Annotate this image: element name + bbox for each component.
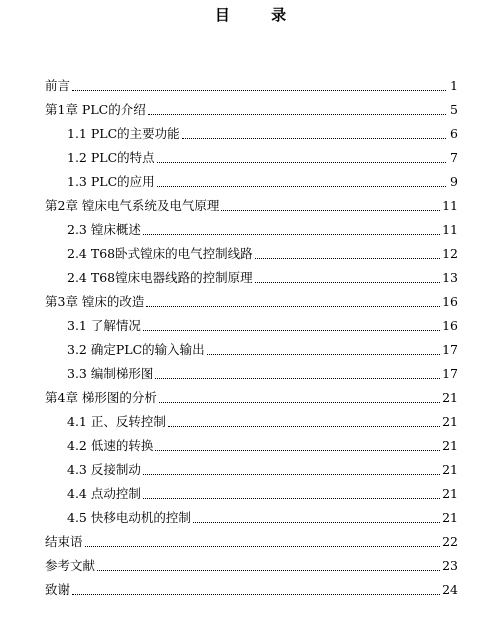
toc-entry-label: 前言 (45, 78, 71, 93)
toc-entry-label: 4.2 低速的转换 (67, 438, 154, 453)
toc-entry-label: 3.3 编制梯形图 (67, 366, 154, 381)
toc-entry-label: 第2章 镗床电气系统及电气原理 (45, 198, 220, 213)
toc-entry-label: 第1章 PLC的介绍 (45, 102, 146, 117)
toc-title: 目 录 (214, 6, 305, 24)
toc-leader-dots (155, 450, 440, 451)
toc-entry-label: 致谢 (45, 582, 71, 597)
toc-page-number: 6 (450, 126, 458, 141)
toc-page-number: 12 (442, 246, 458, 261)
toc-chapter-entry[interactable] (45, 290, 458, 310)
toc-page-number: 11 (442, 198, 458, 213)
toc-page-number: 21 (442, 414, 458, 429)
toc-page-number: 7 (450, 150, 458, 165)
toc-page-number: 21 (442, 486, 458, 501)
toc-leader-dots (159, 402, 440, 403)
toc-chapter-entry[interactable] (45, 578, 458, 598)
toc-subsection-entry[interactable] (67, 170, 458, 190)
toc-subsection-entry[interactable] (67, 314, 458, 334)
toc-entry-label: 3.2 确定PLC的输入输出 (67, 342, 205, 357)
toc-subsection-entry[interactable] (67, 482, 458, 502)
toc-leader-dots (72, 90, 446, 91)
toc-page-number: 21 (442, 390, 458, 405)
toc-leader-dots (97, 570, 440, 571)
toc-chapter-entry[interactable] (45, 554, 458, 574)
toc-subsection-entry[interactable] (67, 122, 458, 142)
toc-leader-dots (143, 330, 440, 331)
toc-leader-dots (207, 354, 440, 355)
toc-entry-label: 3.1 了解情况 (67, 318, 141, 333)
toc-leader-dots (157, 162, 446, 163)
toc-entry-label: 参考文献 (45, 558, 96, 573)
toc-page-number: 17 (442, 366, 458, 381)
toc-subsection-entry[interactable] (67, 362, 458, 382)
toc-entry-label: 1.1 PLC的主要功能 (67, 126, 180, 141)
toc-leader-dots (143, 498, 440, 499)
toc-subsection-entry[interactable] (67, 266, 458, 286)
toc-chapter-entry[interactable] (45, 74, 458, 94)
toc-entry-label: 2.3 镗床概述 (67, 222, 141, 237)
toc-leader-dots (193, 522, 440, 523)
toc-subsection-entry[interactable] (67, 458, 458, 478)
toc-entry-label: 4.3 反接制动 (67, 462, 141, 477)
toc-leader-dots (85, 546, 441, 547)
toc-subsection-entry[interactable] (67, 242, 458, 262)
toc-entry-label: 第4章 梯形图的分析 (45, 390, 157, 405)
toc-leader-dots (182, 138, 446, 139)
toc-leader-dots (157, 186, 446, 187)
toc-entry-label: 4.1 正、反转控制 (67, 414, 166, 429)
toc-chapter-entry[interactable] (45, 98, 458, 118)
toc-entry-label: 1.3 PLC的应用 (67, 174, 155, 189)
toc-entry-label: 结束语 (45, 534, 83, 549)
toc-entry-label: 2.4 T68卧式镗床的电气控制线路 (67, 246, 253, 261)
toc-chapter-entry[interactable] (45, 194, 458, 214)
toc-entry-label: 第3章 镗床的改造 (45, 294, 145, 309)
toc-page-number: 21 (442, 438, 458, 453)
toc-page-number: 17 (442, 342, 458, 357)
toc-subsection-entry[interactable] (67, 146, 458, 166)
toc-leader-dots (143, 474, 440, 475)
toc-chapter-entry[interactable] (45, 386, 458, 406)
toc-page-number: 21 (442, 462, 458, 477)
toc-page-number: 21 (442, 510, 458, 525)
toc-leader-dots (148, 114, 446, 115)
toc-leader-dots (255, 282, 440, 283)
toc-page-number: 5 (450, 102, 458, 117)
toc-leader-dots (155, 378, 440, 379)
toc-page-number: 16 (442, 294, 458, 309)
toc-page-number: 16 (442, 318, 458, 333)
toc-chapter-entry[interactable] (45, 530, 458, 550)
toc-page-number: 1 (450, 78, 458, 93)
toc-subsection-entry[interactable] (67, 338, 458, 358)
toc-leader-dots (168, 426, 440, 427)
toc-page-number: 22 (442, 534, 458, 549)
toc-entry-label: 4.5 快移电动机的控制 (67, 510, 191, 525)
toc-leader-dots (72, 594, 440, 595)
toc-leader-dots (143, 234, 440, 235)
toc-page-number: 24 (442, 582, 458, 597)
toc-page-number: 11 (442, 222, 458, 237)
toc-entry-label: 4.4 点动控制 (67, 486, 141, 501)
toc-subsection-entry[interactable] (67, 218, 458, 238)
toc-subsection-entry[interactable] (67, 506, 458, 526)
toc-subsection-entry[interactable] (67, 410, 458, 430)
toc-page-number: 13 (442, 270, 458, 285)
toc-leader-dots (221, 210, 440, 211)
toc-page-number: 9 (450, 174, 458, 189)
toc-entry-label: 2.4 T68镗床电器线路的控制原理 (67, 270, 253, 285)
toc-page-number: 23 (442, 558, 458, 573)
toc-entry-label: 1.2 PLC的特点 (67, 150, 155, 165)
toc-leader-dots (146, 306, 440, 307)
toc-subsection-entry[interactable] (67, 434, 458, 454)
toc-leader-dots (255, 258, 440, 259)
